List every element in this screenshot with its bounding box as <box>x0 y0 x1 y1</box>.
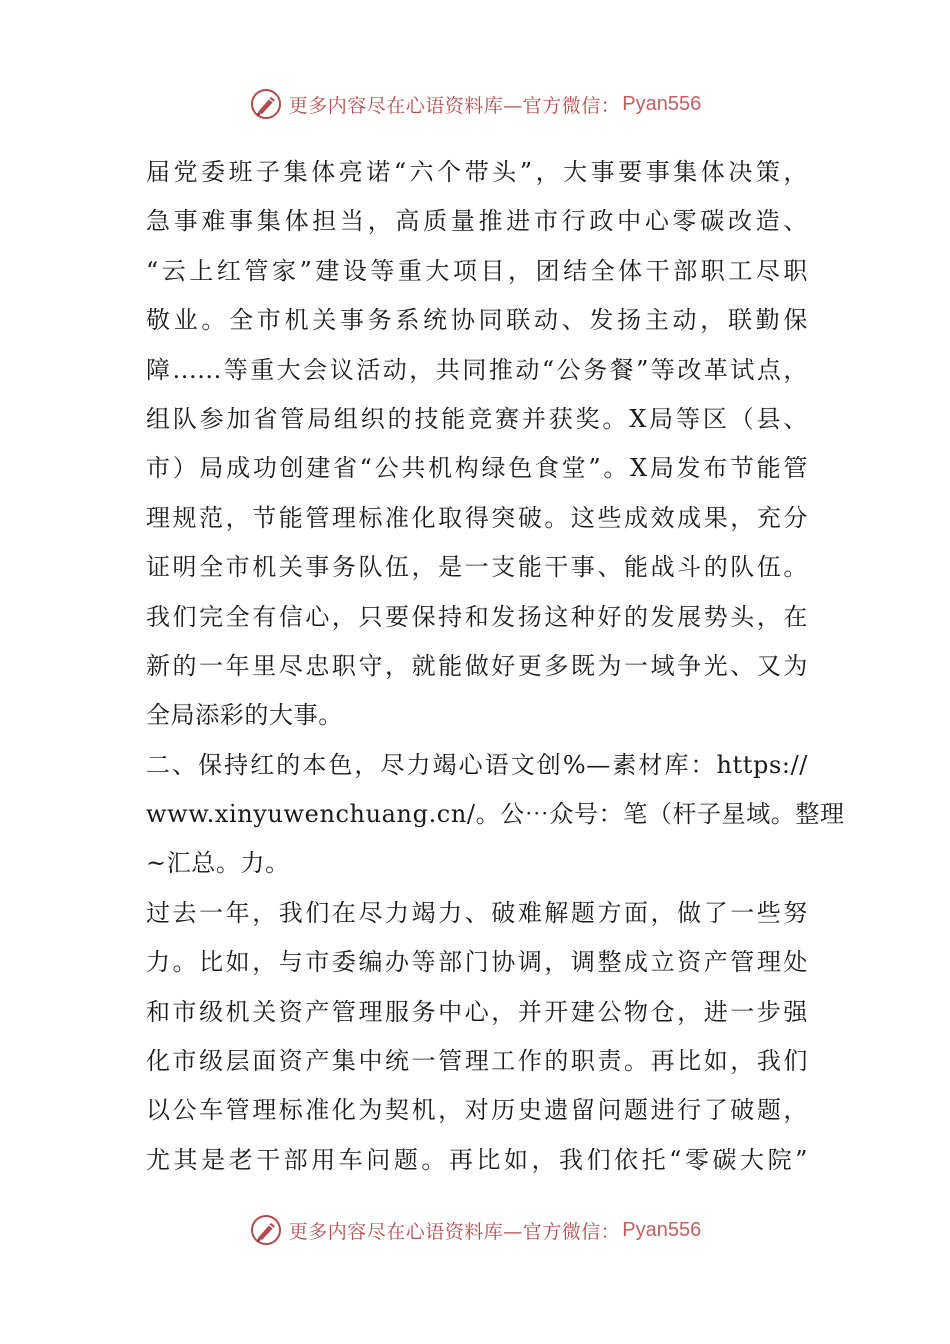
body-line: 届党委班子集体亮诺“六个带头”，大事要事集体决策， <box>146 158 808 186</box>
document-body <box>146 148 845 1185</box>
body-line: 以公车管理标准化为契机，对历史遗留问题进行了破题， <box>146 1096 808 1125</box>
watermark-handle: Pyan556 <box>622 92 702 115</box>
section-heading: 二、保持红的本色，尽力竭心语文创%—素材库：https:// <box>146 750 808 779</box>
body-line: 过去一年，我们在尽力竭力、破难解题方面，做了一些努 <box>146 898 808 927</box>
watermark-text: 更多内容尽在心语资料库—官方微信： <box>288 1220 621 1243</box>
watermark-text: 更多内容尽在心语资料库—官方微信： <box>288 94 621 117</box>
body-line: 市）局成功创建省“公共机构绿色食堂”。X局发布节能管 <box>146 454 808 483</box>
body-line: 尤其是老干部用车问题。再比如，我们依托“零碳大院” <box>146 1145 808 1174</box>
watermark-handle: Pyan556 <box>622 1218 702 1241</box>
body-line: 障......等重大会议活动，共同推动“公务餐”等改革试点， <box>146 355 808 384</box>
body-line: 和市级机关资产管理服务中心，并开建公物仓，进一步强 <box>146 997 808 1026</box>
body-line: 敬业。全市机关事务系统协同联动、发扬主动，联勤保 <box>146 306 808 335</box>
body-line: www.xinyuwenchuang.cn/。公⋯众号：笔（杆子星域。整理 <box>146 800 845 829</box>
body-line: ~汇总。力。 <box>146 849 290 878</box>
body-line: 新的一年里尽忠职守，就能做好更多既为一域争光、又为 <box>146 651 808 680</box>
body-line: “云上红管家”建设等重大项目，团结全体干部职工尽职 <box>146 256 808 285</box>
watermark-footer <box>0 1210 950 1250</box>
watermark-header <box>0 84 950 124</box>
body-line: 理规范，节能管理标准化取得突破。这些成效成果，充分 <box>146 503 808 532</box>
body-line: 化市级层面资产集中统一管理工作的职责。再比如，我们 <box>146 1047 808 1076</box>
body-line: 我们完全有信心，只要保持和发扬这种好的发展势头，在 <box>146 602 808 631</box>
pen-logo-icon <box>249 87 283 121</box>
body-line: 急事难事集体担当，高质量推进市行政中心零碳改造、 <box>146 207 808 236</box>
body-line: 证明全市机关事务队伍，是一支能干事、能战斗的队伍。 <box>146 553 808 582</box>
body-line: 力。比如，与市委编办等部门协调，调整成立资产管理处 <box>146 948 808 977</box>
pen-logo-icon <box>249 1213 283 1247</box>
body-line: 组队参加省管局组织的技能竞赛并获奖。X局等区（县、 <box>146 404 808 433</box>
body-line: 全局添彩的大事。 <box>146 701 343 730</box>
